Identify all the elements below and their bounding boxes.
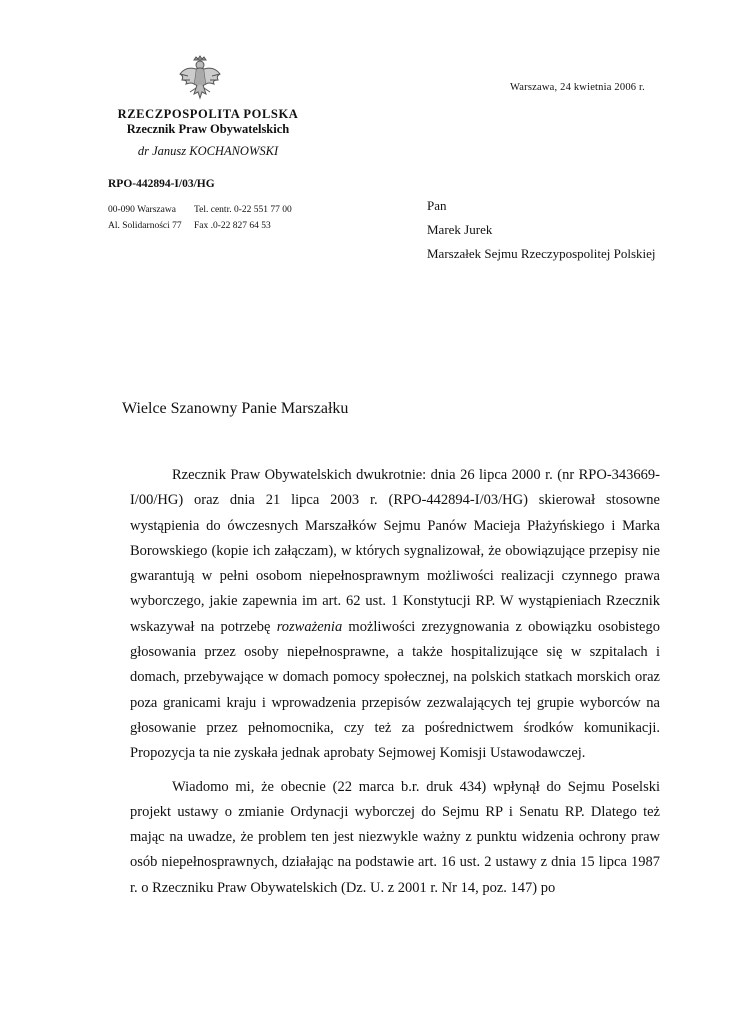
sender-address <box>108 202 292 234</box>
institution-name: Rzecznik Praw Obywatelskich <box>126 122 290 136</box>
reference-number: RPO-442894-I/03/HG <box>108 178 215 190</box>
paragraph-1-text-b: możliwości zrezygnowania z obowiązku osobistego głosowania przez osoby niepełnosprawne, a także hospitalizujące się w szpitalach i domach, przebywające w domach pomocy społecznej, na polskich statkach morskich oraz poza granicami kraju i wprowadzenia przepisów zezwalających tej grupie wyborców na głosowanie przez pełnomocnika, czy też za pośrednictwem środków komunikacji. Propozycja ta nie zyskała jednak aprobaty Sejmowej Komisji Ustawodawczej. <box>130 618 660 762</box>
official-name: dr Janusz KOCHANOWSKI <box>137 144 279 158</box>
recipient-name: Marek Jurek <box>427 222 493 237</box>
address-street-line1: 00-090 Warszawa <box>108 205 176 215</box>
letter-body <box>130 463 660 909</box>
institution-header <box>108 107 308 137</box>
recipient-position: Marszałek Sejmu Rzeczypospolitej Polskiej <box>427 246 656 261</box>
paragraph-1-emphasis: rozważenia <box>276 618 343 635</box>
fax-number: Fax .0-22 827 64 53 <box>194 221 271 231</box>
polish-eagle-emblem-icon <box>176 54 224 102</box>
recipient-title: Pan <box>427 198 447 213</box>
institution-country: RZECZPOSPOLITA POLSKA <box>117 107 299 121</box>
salutation: Wielce Szanowny Panie Marszałku <box>122 400 349 417</box>
address-street-line2: Al. Solidarności 77 <box>108 221 182 231</box>
body-paragraph-1 <box>130 463 660 767</box>
body-paragraph-2: Wiadomo mi, że obecnie (22 marca b.r. druk 434) wpłynął do Sejmu Poselski projekt ustawy o zmianie Ordynacji wyborczej do Sejmu RP i Senatu RP. Dlatego też mając na uwadze, że problem ten jest niezwykle ważny z punktu widzenia ochrony praw osób niepełnosprawnych, działając na podstawie art. 16 ust. 2 ustawy z dnia 15 lipca 1987 r. o Rzeczniku Praw Obywatelskich (Dz. U. z 2001 r. Nr 14, poz. 147) po <box>130 778 660 896</box>
paragraph-1-text-a: Rzecznik Praw Obywatelskich dwukrotnie: dnia 26 lipca 2000 r. (nr RPO-343669-I/00/HG) oraz dnia 21 lipca 2003 r. (RPO-442894-I/03/HG) skierował stosowne wystąpienia do ówczesnych Marszałków Sejmu Panów Macieja Płażyńskiego i Marka Borowskiego (kopie ich załączam), w których sygnalizował, że obowiązujące przepisy nie gwarantują w pełni osobom niepełnosprawnym możliwości realizacji czynnego prawa wyborczego, jakie zapewnia im art. 62 ust. 1 Konstytucji RP. W wystąpieniach Rzecznik wskazywał na potrzebę <box>130 467 660 635</box>
letter-date: Warszawa, 24 kwietnia 2006 r. <box>510 82 645 93</box>
phone-number: Tel. centr. 0-22 551 77 00 <box>194 205 292 215</box>
recipient-block <box>427 194 656 266</box>
